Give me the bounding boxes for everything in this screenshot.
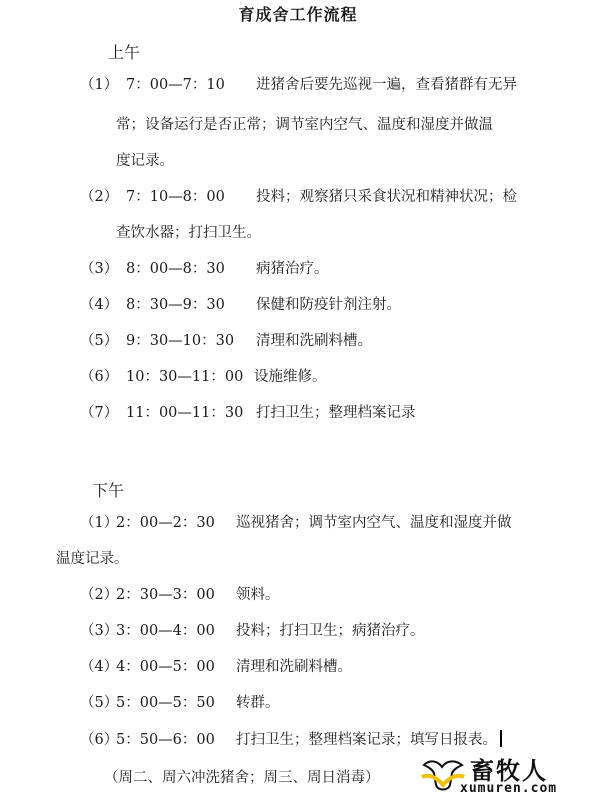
item-desc: 设施维修。 <box>254 369 327 385</box>
item-number: （6） <box>80 732 119 748</box>
item-desc: 病猪治疗。 <box>256 261 329 277</box>
list-item <box>80 296 401 314</box>
item-continuation: 度记录。 <box>116 153 174 169</box>
list-item <box>80 586 280 604</box>
list-item <box>80 76 517 94</box>
item-number: （3） <box>80 623 119 639</box>
item-time: 3：00—4：00 <box>116 623 215 639</box>
item-desc: 打扫卫生；整理档案记录；填写日报表。 <box>236 732 497 748</box>
item-desc: 保健和防疫针剂注射。 <box>256 297 401 313</box>
item-desc: 领料。 <box>236 587 280 603</box>
item-desc: 巡视猪舍；调节室内空气、温度和湿度并做 <box>236 515 512 531</box>
item-time: 7：00—7：10 <box>126 77 225 93</box>
item-time: 2：00—2：30 <box>116 515 215 531</box>
page-title: 育成舍工作流程 <box>238 5 358 24</box>
item-desc: 进猪舍后要先巡视一遍，查看猪群有无异 <box>256 77 517 93</box>
section-label-morning: 上午 <box>108 43 141 62</box>
item-continuation: 常；设备运行是否正常；调节室内空气、温度和湿度并做温 <box>116 117 493 133</box>
section-label-afternoon: 下午 <box>92 481 125 500</box>
item-desc: 投料；打扫卫生；病猪治疗。 <box>236 623 425 639</box>
item-number: （4） <box>80 297 119 313</box>
watermark-brand: 畜牧人 <box>470 757 548 785</box>
item-time: 11：00—11：30 <box>126 405 244 421</box>
item-number: （4） <box>80 659 119 675</box>
item-desc: 转群。 <box>236 695 280 711</box>
item-time: 8：30—9：30 <box>126 297 225 313</box>
item-desc: 清理和洗刷料槽。 <box>256 333 372 349</box>
item-time: 9：30—10：30 <box>126 333 235 349</box>
item-desc: 投料；观察猪只采食状况和精神状况；检 <box>256 189 517 205</box>
watermark-site: xumuren.com <box>460 781 558 796</box>
item-time: 4：00—5：00 <box>116 659 215 675</box>
list-item <box>80 730 502 749</box>
list-item <box>80 658 352 676</box>
item-continuation: 温度记录。 <box>56 551 129 567</box>
list-item <box>80 404 416 422</box>
list-item <box>80 332 372 350</box>
item-time: 8：00—8：30 <box>126 261 225 277</box>
item-number: （1） <box>80 77 119 93</box>
text-cursor <box>500 730 502 747</box>
list-item <box>80 694 280 712</box>
item-number: （6） <box>80 369 119 385</box>
item-number: （1） <box>80 515 119 531</box>
list-item <box>80 368 327 386</box>
item-time: 5：50—6：00 <box>116 732 215 748</box>
item-time: 2：30—3：00 <box>116 587 215 603</box>
list-item <box>80 622 425 640</box>
item-continuation: 查饮水器；打扫卫生。 <box>116 225 261 241</box>
item-time: 10：30—11：00 <box>126 369 244 385</box>
item-number: （2） <box>80 587 119 603</box>
item-number: （5） <box>80 333 119 349</box>
item-number: （3） <box>80 261 119 277</box>
list-item <box>80 188 517 206</box>
list-item <box>80 260 329 278</box>
item-time: 7：10—8：00 <box>126 189 225 205</box>
watermark <box>420 753 590 799</box>
item-number: （7） <box>80 405 119 421</box>
schedule-note: （周二、周六冲洗猪舍；周三、周日消毒） <box>104 770 380 786</box>
list-item <box>80 514 512 532</box>
item-number: （2） <box>80 189 119 205</box>
item-desc: 打扫卫生；整理档案记录 <box>256 405 416 421</box>
item-time: 5：00—5：50 <box>116 695 215 711</box>
item-number: （5） <box>80 695 119 711</box>
item-desc: 清理和洗刷料槽。 <box>236 659 352 675</box>
